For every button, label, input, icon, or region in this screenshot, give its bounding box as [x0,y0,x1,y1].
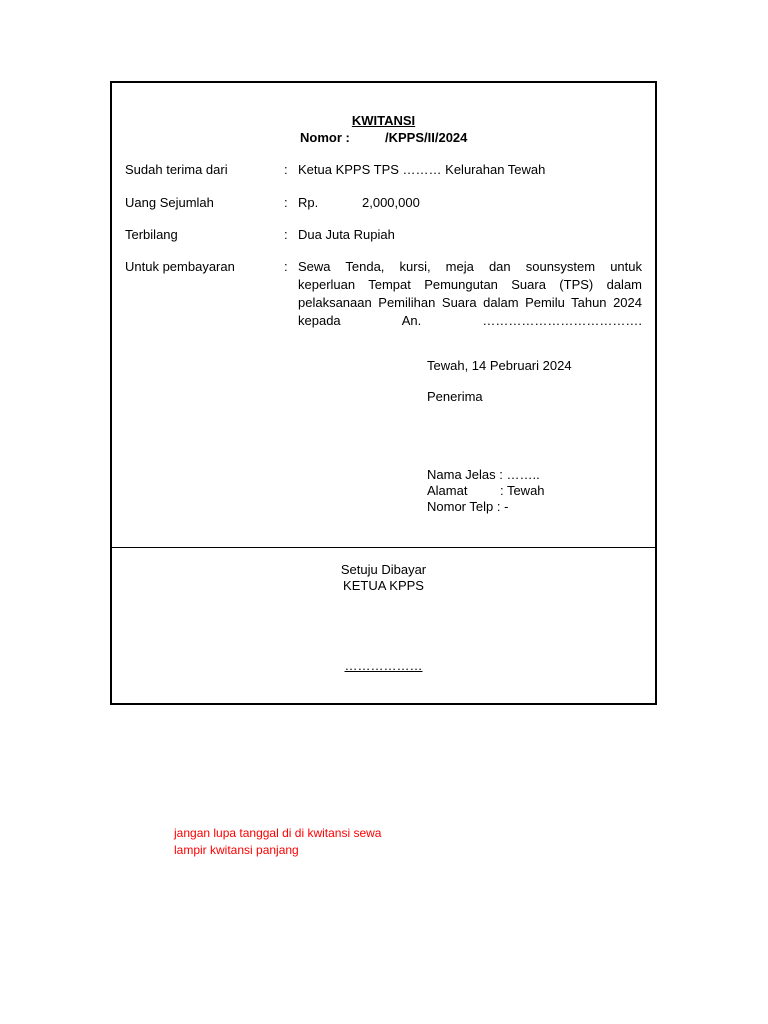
receipt-box [110,81,657,705]
receipt-title-text: KWITANSI [351,113,416,128]
receipt-number-label: Nomor : [300,130,350,145]
receiver-address: Alamat : Tewah [427,483,545,498]
approval-section [112,548,655,703]
received-from-value: Ketua KPPS TPS ……… Kelurahan Tewah [298,162,546,177]
place-date: Tewah, 14 Pebruari 2024 [427,358,572,373]
received-from-label: Sudah terima dari [125,162,228,177]
purpose-text [298,258,642,330]
amount-colon: : [284,195,288,210]
approval-line-1: Setuju Dibayar [340,562,427,577]
purpose-dots: ………………………………. [482,313,642,328]
amount-number: 2,000,000 [362,195,420,210]
purpose-label: Untuk pembayaran [125,259,235,274]
received-from-colon: : [284,162,288,177]
purpose-line-4 [298,312,642,330]
in-words-value: Dua Juta Rupiah [298,227,395,242]
receipt-top-section [112,83,655,548]
note-line-1: jangan lupa tanggal di di kwitansi sewa [174,826,382,840]
receipt-title [112,113,655,128]
purpose-line-3: pelaksanaan Pemilihan Suara dalam Pemilu Tahun 2024 [298,295,642,310]
purpose-line-2: keperluan Tempat Pemungutan Suara (TPS) dalam [298,277,642,292]
receipt-number-value: /KPPS/II/2024 [385,130,468,145]
receiver-name: Nama Jelas : …….. [427,467,540,482]
amount-label: Uang Sejumlah [125,195,214,210]
receiver-label: Penerima [427,389,483,404]
in-words-colon: : [284,227,288,242]
amount-currency: Rp. [298,195,319,210]
purpose-an-word: An. [401,313,422,328]
receiver-phone: Nomor Telp : - [427,499,509,514]
note-line-2: lampir kwitansi panjang [174,843,299,857]
approval-line-2: KETUA KPPS [343,578,424,593]
in-words-label: Terbilang [125,227,178,242]
purpose-line-1: Sewa Tenda, kursi, meja dan sounsystem untuk [298,259,642,274]
signature-line: ……………… [344,658,423,673]
purpose-to-word: kepada [298,313,341,328]
purpose-colon: : [284,259,288,274]
